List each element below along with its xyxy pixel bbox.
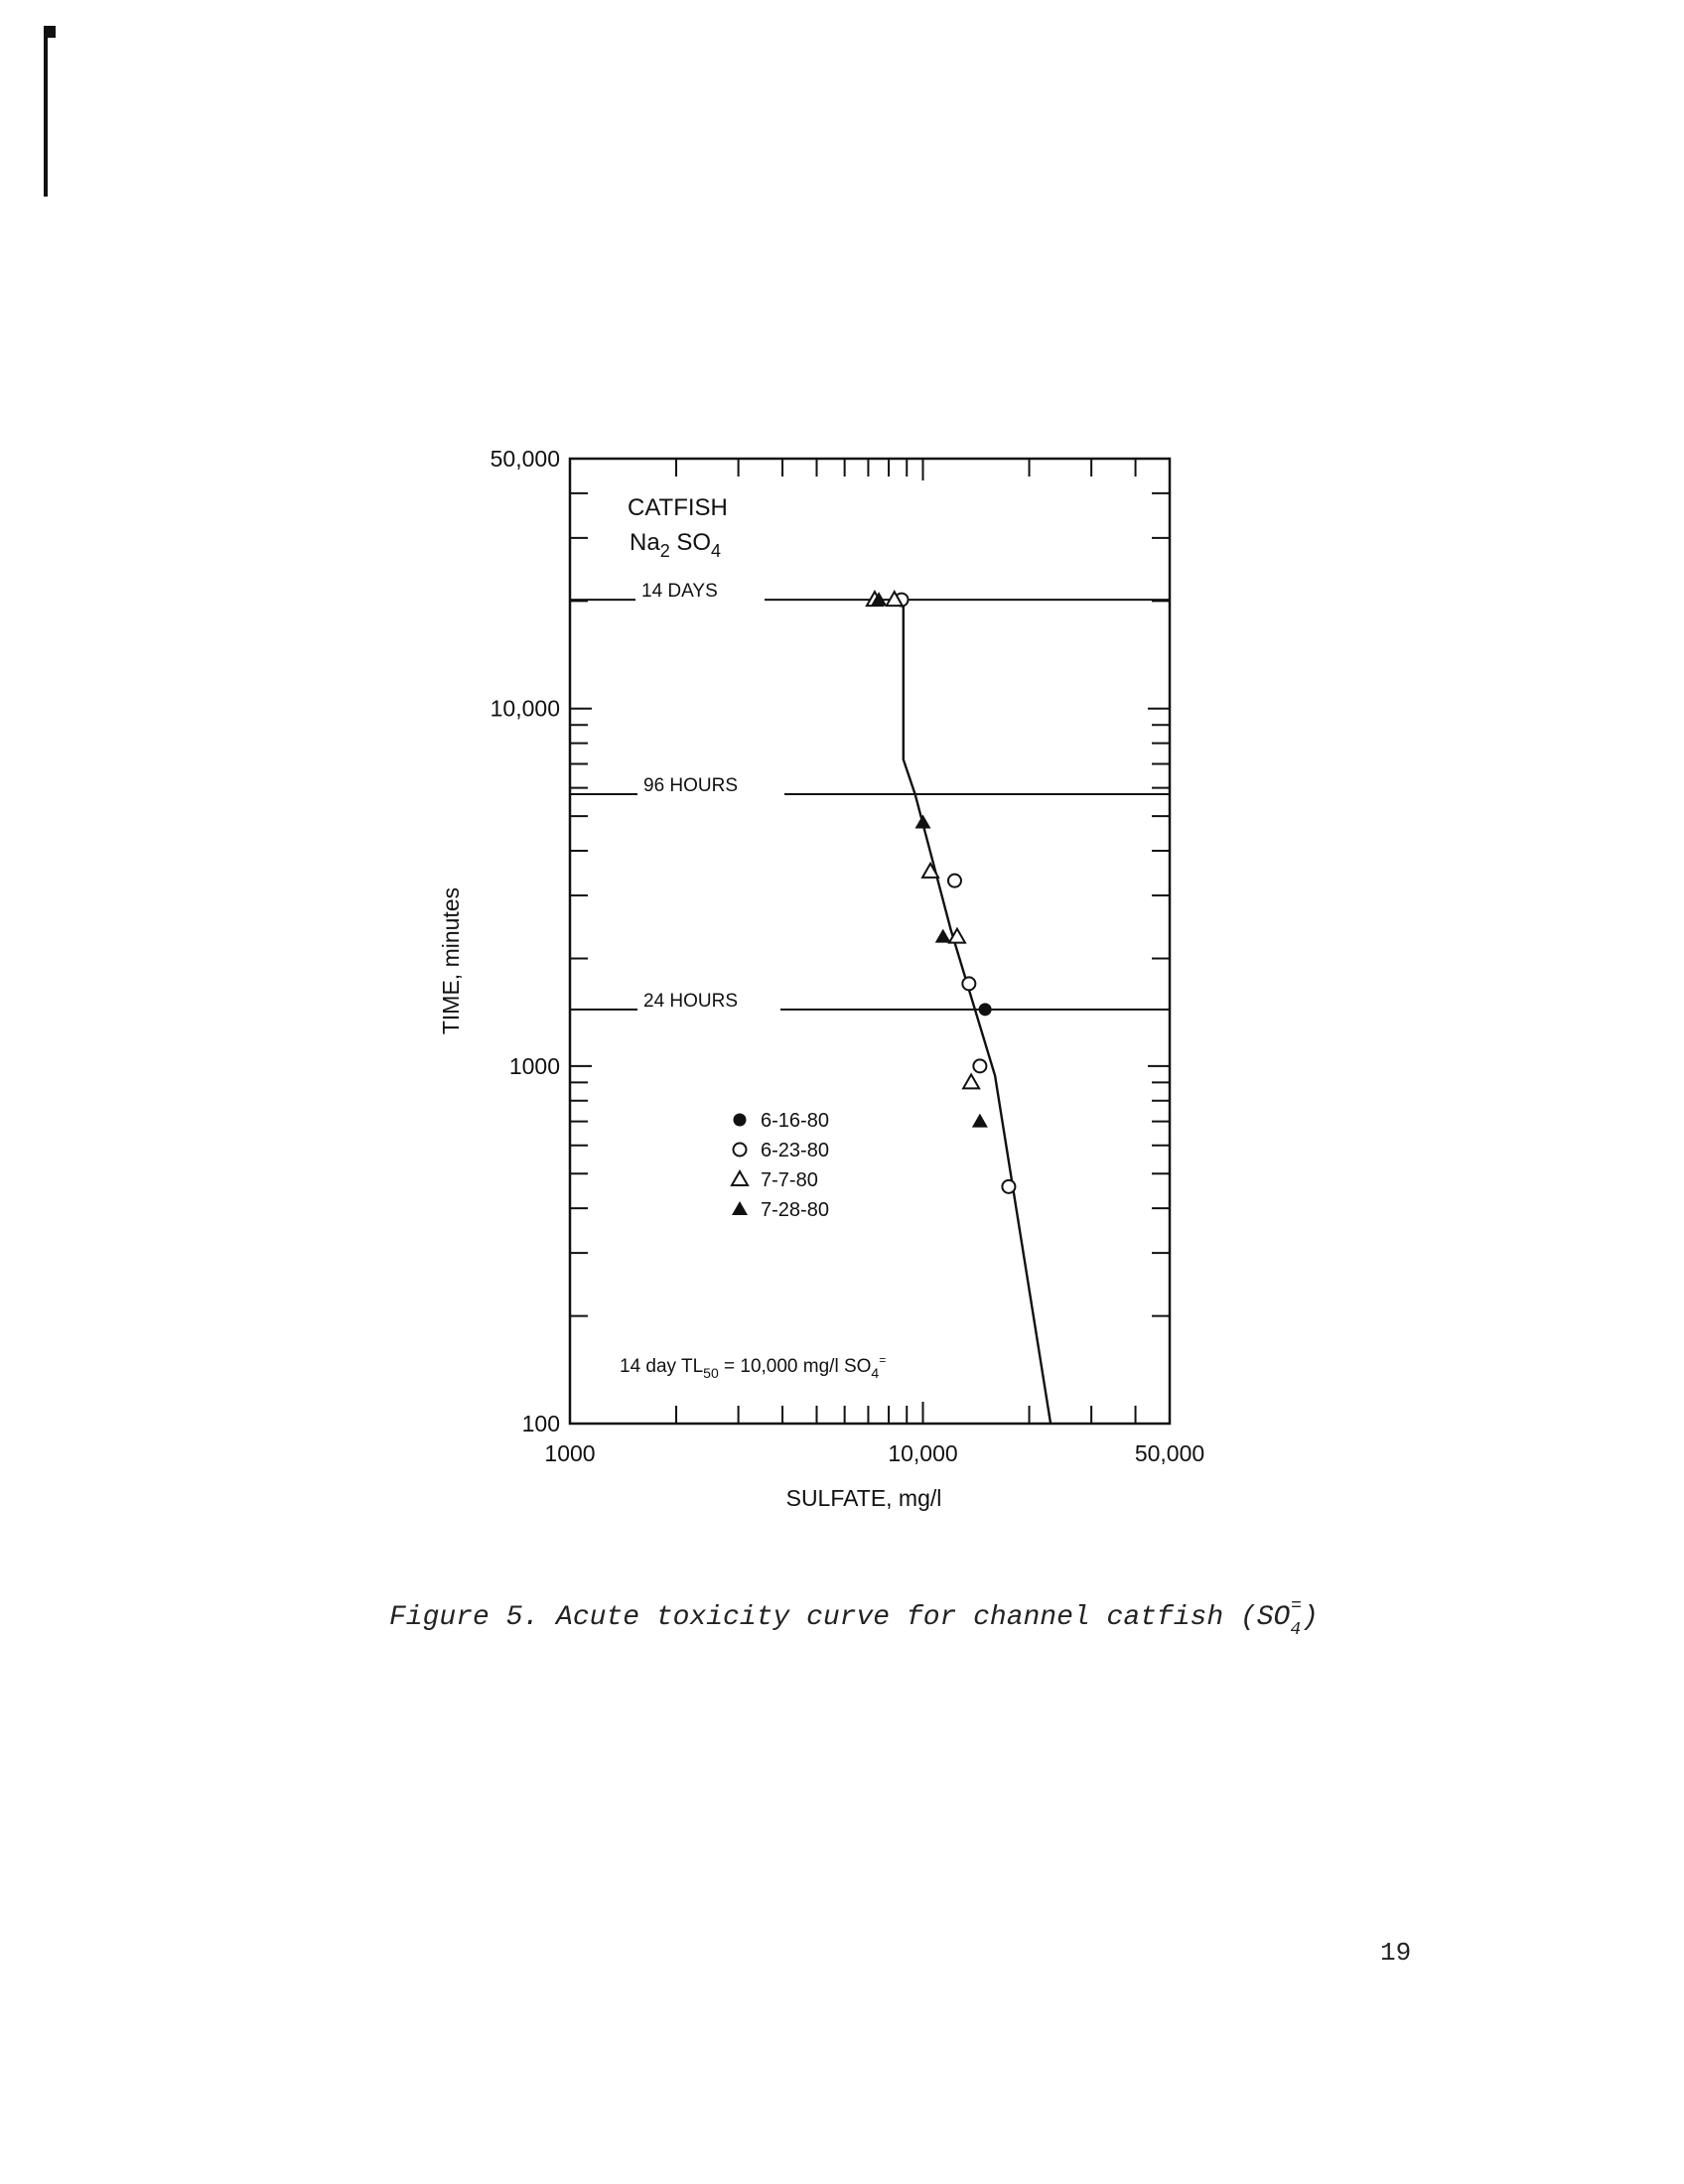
legend-marker [732, 1171, 748, 1185]
inset-title-line1: CATFISH [628, 494, 728, 521]
data-point [972, 1114, 988, 1128]
scan-edge-mark [44, 26, 56, 38]
scan-edge-mark [44, 28, 48, 197]
data-point [962, 977, 975, 990]
reference-lines [570, 581, 1170, 1012]
x-axis-label: SULFATE, mg/l [785, 1485, 942, 1511]
legend-marker [734, 1144, 747, 1157]
data-point [1002, 1180, 1015, 1193]
legend-marker [734, 1114, 747, 1127]
inset-title-so: SO [669, 529, 712, 556]
fit-curve [904, 600, 1051, 1424]
y-tick-label: 100 [521, 1411, 560, 1436]
legend-label: 7-28-80 [761, 1199, 829, 1221]
y-axis-label: TIME, minutes [438, 887, 464, 1035]
inset-title-na: Na [630, 529, 660, 556]
figure-caption [389, 1596, 1382, 1640]
annotation-sup2: = [879, 1353, 887, 1367]
page-number: 19 [1380, 1938, 1412, 1968]
legend [732, 1110, 829, 1221]
inset-title-sub1: 2 [659, 541, 670, 561]
legend-label: 6-16-80 [761, 1110, 829, 1132]
legend-label: 7-7-80 [761, 1169, 818, 1191]
reference-line-label: 96 HOURS [643, 775, 739, 797]
x-tick-label: 1000 [544, 1440, 596, 1466]
data-point [915, 815, 931, 829]
x-tick-label: 10,000 [888, 1440, 958, 1466]
data-point [973, 1059, 986, 1072]
data-point [935, 929, 951, 943]
annotation-sub: 50 [703, 1365, 719, 1381]
tl50-annotation [620, 1353, 886, 1381]
y-tick-label: 50,000 [490, 446, 560, 472]
caption-sup: = [1291, 1596, 1302, 1616]
caption-sub: 4 [1290, 1620, 1302, 1640]
reference-line-label: 24 HOURS [643, 990, 739, 1012]
annotation-sub2: 4 [871, 1365, 880, 1381]
y-tick-label: 1000 [508, 1052, 560, 1079]
reference-line-label: 14 DAYS [641, 581, 718, 603]
annotation-suffix: = 10,000 mg/l SO [718, 1356, 872, 1377]
data-point [963, 1074, 979, 1088]
x-tick-label: 50,000 [1134, 1440, 1205, 1466]
legend-marker [732, 1201, 748, 1215]
data-point [948, 875, 961, 887]
data-point [979, 1003, 992, 1016]
caption-prefix: Figure 5. Acute toxicity curve for channel catfish (SO [389, 1602, 1291, 1633]
y-tick-label: 10,000 [490, 695, 560, 722]
inset-title-sub2: 4 [711, 541, 722, 561]
caption-suffix: ) [1301, 1602, 1319, 1633]
annotation-prefix: 14 day TL [620, 1356, 704, 1377]
legend-label: 6-23-80 [761, 1140, 829, 1161]
inset-title-line2 [630, 529, 721, 561]
